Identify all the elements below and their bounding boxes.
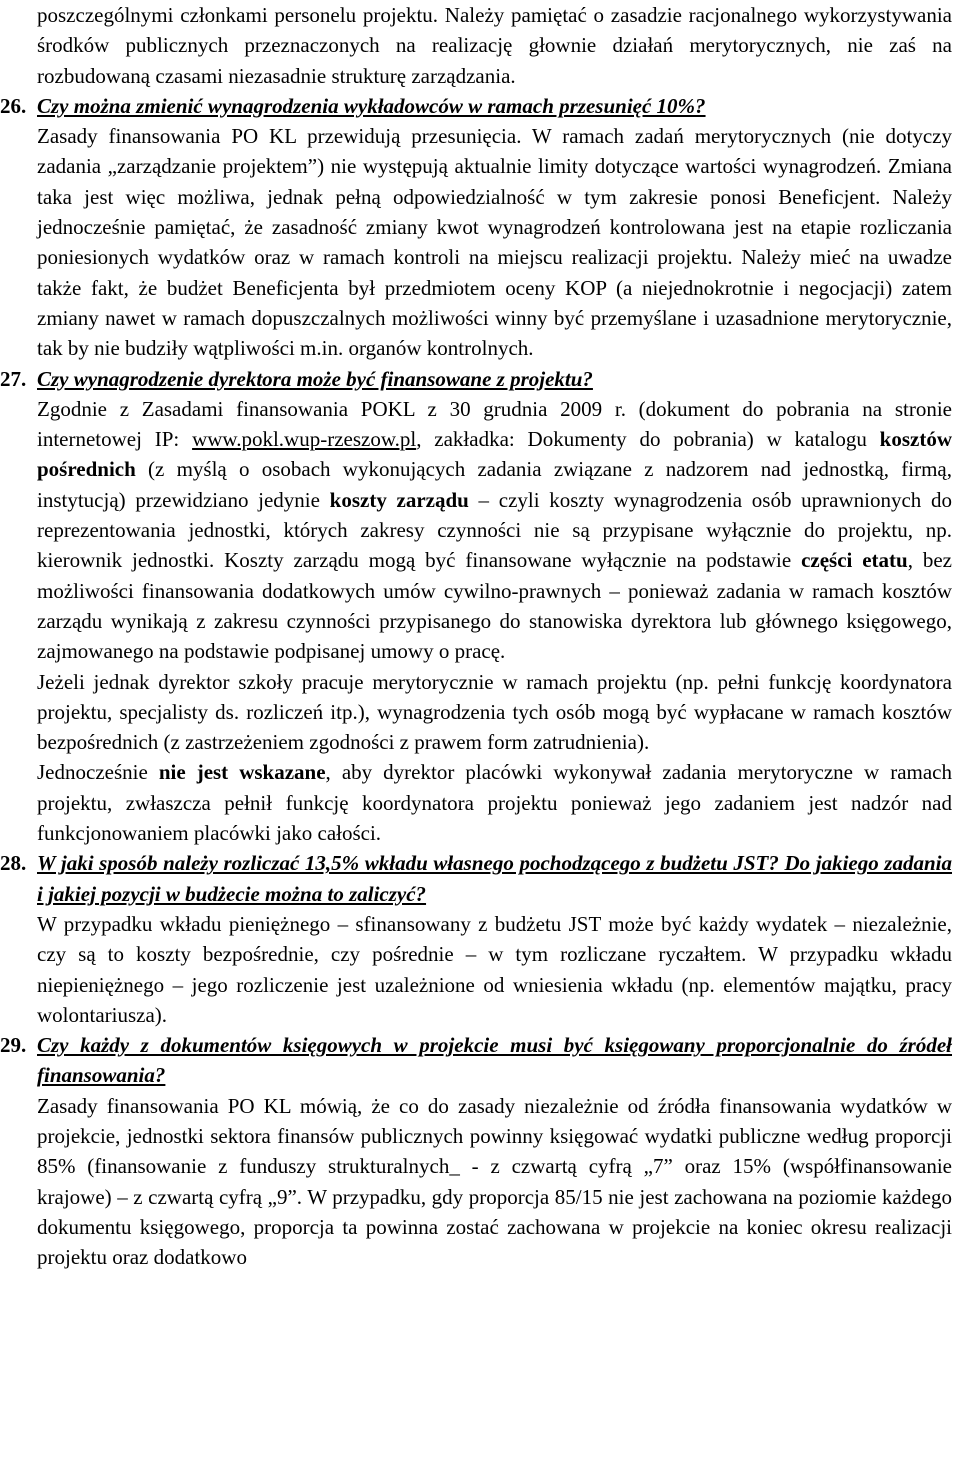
intro-paragraph: poszczególnymi członkami personelu projektu. Należy pamiętać o zasadzie racjonalnego wykorzystywania środków publicznych przeznaczonych na realizację głownie działań merytorycznych, nie zaś na rozbudowaną czasami niezasadnie strukturę zarządzania. xyxy=(37,3,952,88)
bold-term: koszty zarządu xyxy=(329,487,469,512)
bold-term: części etatu xyxy=(801,548,908,573)
answer-26: Zasady finansowania PO KL przewidują przesunięcia. W ramach zadań merytorycznych (nie dotyczy zadania „zarządzanie projektem”) nie występują aktualnie limity dotyczące wartości wynagrodzeń. Zmiana taka jest więc możliwa, jednak pełną odpowiedzialność w tym zakresie ponosi Beneficjent. Należy jednocześnie pamiętać, że zasadność zmiany kwot wynagrodzeń kontrolowana jest na etapie rozliczania poniesionych wydatków oraz w ramach kontroli na miejscu realizacji projektu. Należy mieć na uwadze także fakt, że budżet Beneficjenta był przedmiotem oceny KOP (a niejednokrotnie i negocjacji) zatem zmiany nawet w ramach dopuszczalnych możliwości winny być przemyślane i uzasadnione merytorycznie, tak by nie budziły wątpliwości m.in. organów kontrolnych. xyxy=(37,124,952,361)
text-span: , zakładka: Dokumenty do pobrania) w katalogu xyxy=(416,427,880,452)
question-text: Czy wynagrodzenie dyrektora może być finansowane z projektu? xyxy=(37,366,593,391)
question-text: Czy można zmienić wynagrodzenia wykładowców w ramach przesunięć 10%? xyxy=(37,93,706,118)
text-span: – czyli koszty wynagrodzenia osób uprawnionych do reprezentowania jednostki, których zakresy czynności nie są przypisane wyłącznie do projektu, np. kierownik jednostki. Koszty zarządu mogą być finansowane wyłącznie na podstawie xyxy=(37,487,952,573)
website-link[interactable]: www.pokl.wup-rzeszow.pl xyxy=(192,427,417,452)
text-span: Zgodnie z Zasadami finansowania POKL z 30 grudnia 2009 r. (dokument do pobrania na stronie internetowej IP: xyxy=(37,396,952,452)
question-text: Czy każdy z dokumentów księgowych w projekcie musi być księgowany proporcjonalnie do źródeł finansowania? xyxy=(37,1033,952,1088)
question-27 xyxy=(0,364,952,394)
question-29 xyxy=(0,1030,952,1091)
answer-27-paragraph-2: Jeżeli jednak dyrektor szkoły pracuje merytorycznie w ramach projektu (np. pełni funkcję koordynatora projektu, specjalisty ds. rozliczeń itp.), wynagrodzenia tych osób mogą być wypłacane w ramach kosztów bezpośrednich (z zastrzeżeniem zgodności z prawem form zatrudnienia). xyxy=(37,669,952,755)
answer-27-paragraph-3 xyxy=(37,757,952,848)
question-text: W jaki sposób należy rozliczać 13,5% wkładu własnego pochodzącego z budżetu JST? Do jakiego zadania i jakiej pozycji w budżecie można to zaliczyć? xyxy=(37,851,952,906)
question-number: 27. xyxy=(0,366,27,391)
question-number: 26. xyxy=(0,93,27,118)
answer-27-paragraph-1 xyxy=(37,394,952,667)
text-span: (z myślą o osobach wykonujących zadania związane z nadzorem nad jednostką, firmą, instytucją) przewidziano jedynie xyxy=(37,457,952,512)
text-span: Jednocześnie xyxy=(37,760,159,785)
question-number: 29. xyxy=(0,1033,27,1058)
bold-term: nie jest wskazane xyxy=(158,760,326,785)
bold-term: kosztów pośrednich xyxy=(37,427,952,482)
question-28 xyxy=(0,848,952,909)
answer-29: Zasady finansowania PO KL mówią, że co do zasady niezależnie od źródła finansowania wydatków w projekcie, jednostki sektora finansów publicznych powinny księgować wydatki publiczne według proporcji 85% (finansowanie z funduszy strukturalnych_ - z czwartą cyfrą „7” oraz 15% (współfinansowanie krajowe) – z czwartą cyfrą „9”. W przypadku, gdy proporcja 85/15 nie jest zachowana na poziomie każdego dokumentu księgowego, proporcja ta powinna zostać zachowana w projekcie na koniec okresu realizacji projektu oraz dodatkowo xyxy=(37,1093,952,1270)
text-span: , bez możliwości finansowania dodatkowych umów cywilno-prawnych – ponieważ zadania w ramach kosztów zarządu wynikają z zakresu czynności przypisanego do stanowiska dyrektora lub głównego księgowego, zajmowanego na podstawie podpisanej umowy o pracę. xyxy=(37,548,952,664)
question-number: 28. xyxy=(0,851,27,876)
answer-28: W przypadku wkładu pieniężnego – sfinansowany z budżetu JST może być każdy wydatek – niezależnie, czy są to koszty bezpośrednie, czy pośrednie – w tym rozliczane ryczałtem. W przypadku wkładu niepieniężnego – jego rozliczenie jest uzależnione od wniesienia wkładu (np. elementów majątku, pracy wolontariusza). xyxy=(37,911,952,1027)
question-26 xyxy=(0,91,952,121)
text-span: , aby dyrektor placówki wykonywał zadania merytoryczne w ramach projektu, zwłaszcza pełnił funkcję koordynatora projektu ponieważ jego zadaniem jest nadzór nad funkcjonowaniem placówki jako całości. xyxy=(37,760,952,846)
